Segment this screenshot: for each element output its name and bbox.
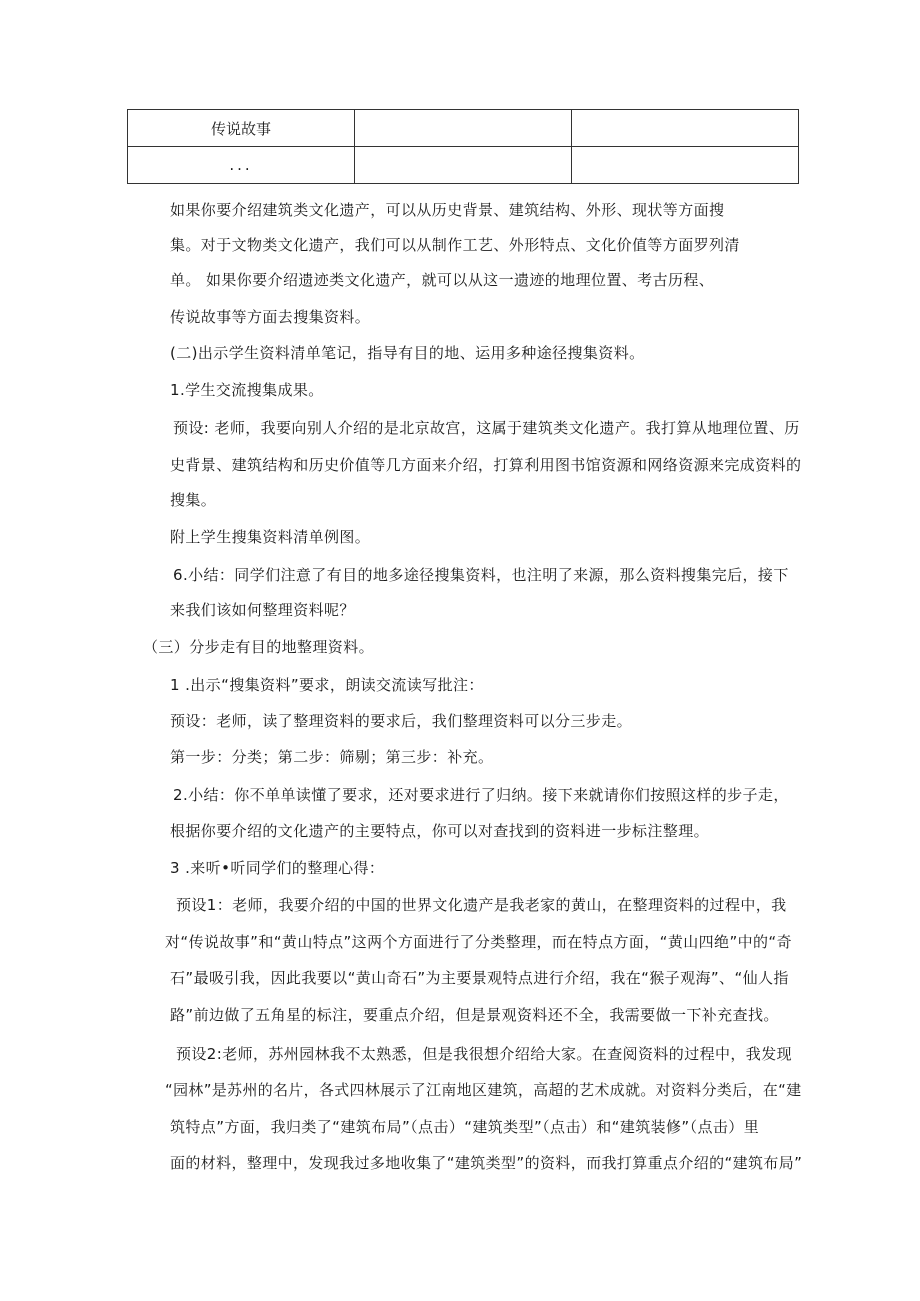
list-item: 1.学生交流搜集成果。 (170, 381, 324, 399)
paragraph-line: 预设：老师，读了整理资料的要求后，我们整理资料可以分三步走。 (170, 712, 633, 730)
table-row (128, 110, 799, 147)
list-item: 3 .来听•听同学们的整理心得： (170, 859, 385, 877)
table-cell: 传说故事 (128, 110, 355, 147)
list-item: 1 .出示“搜集资料”要求，朗读交流读写批注： (170, 676, 484, 694)
table-cell: ... (128, 147, 355, 184)
paragraph-line: 传说故事等方面去搜集资料。 (170, 308, 371, 326)
paragraph-line: 6.小结：同学们注意了有目的地多途径搜集资料，也注明了来源，那么资料搜集完后，接下 (173, 566, 789, 584)
table-cell (355, 110, 572, 147)
paragraph-line: 搜集。 (170, 491, 217, 509)
paragraph-line: “园林”是苏州的名片，各式四林展示了江南地区建筑，高超的艺术成就。对资料分类后，在“建 (165, 1081, 802, 1099)
resource-table (127, 109, 799, 184)
paragraph-line: 筑特点”方面，我归类了“建筑布局”（点击）“建筑类型”（点击）和“建筑装修”（点击）里 (170, 1118, 760, 1136)
paragraph-line: 集。对于文物类文化遗产，我们可以从制作工艺、外形特点、文化价值等方面罗列清 (170, 236, 740, 254)
paragraph-line: 附上学生搜集资料清单例图。 (170, 528, 371, 546)
section-heading: (二)出示学生资料清单笔记，指导有目的地、运用多种途径搜集资料。 (170, 344, 645, 362)
paragraph-line: 来我们该如何整理资料呢？ (170, 601, 355, 619)
paragraph-line: 如果你要介绍建筑类文化遗产，可以从历史背景、建筑结构、外形、现状等方面搜 (170, 201, 725, 219)
paragraph-line: 预设1：老师，我要介绍的中国的世界文化遗产是我老家的黄山，在整理资料的过程中，我 (176, 896, 787, 914)
paragraph-line: 面的材料，整理中，发现我过多地收集了“建筑类型”的资料，而我打算重点介绍的“建筑布局” (170, 1154, 803, 1172)
table-cell (572, 147, 799, 184)
table-cell (572, 110, 799, 147)
paragraph-line: 对“传说故事”和“黄山特点”这两个方面进行了分类整理，而在特点方面，“黄山四绝”中的“奇 (165, 933, 793, 951)
paragraph-line: 单。 如果你要介绍遗迹类文化遗产，就可以从这一遗迹的地理位置、考古历程、 (170, 271, 715, 289)
paragraph-line: 史背景、建筑结构和历史价值等几方面来介绍，打算利用图书馆资源和网络资源来完成资料的 (170, 456, 802, 474)
table-cell (355, 147, 572, 184)
paragraph-line: 预设2:老师，苏州园林我不太熟悉，但是我很想介绍给大家。在查阅资料的过程中，我发现 (176, 1045, 793, 1063)
section-heading: （三）分步走有目的地整理资料。 (143, 638, 375, 656)
paragraph-line: 第一步：分类；第二步：筛剔；第三步：补充。 (170, 748, 494, 766)
paragraph-line: 路”前边做了五角星的标注，要重点介绍，但是景观资料还不全，我需要做一下补充查找。 (170, 1006, 779, 1024)
paragraph-line: 预设: 老师，我要向别人介绍的是北京故宫，这属于建筑类文化遗产。我打算从地理位置、历 (173, 419, 800, 437)
paragraph-line: 石”最吸引我，因此我要以“黄山奇石”为主要景观特点进行介绍，我在“猴子观海”、“仙人指 (170, 969, 789, 987)
paragraph-line: 2.小结：你不单单读懂了要求，还对要求进行了归纳。接下来就请你们按照这样的步子走， (173, 786, 789, 804)
paragraph-line: 根据你要介绍的文化遗产的主要特点，你可以对查找到的资料进一步标注整理。 (170, 822, 710, 840)
table-row (128, 147, 799, 184)
